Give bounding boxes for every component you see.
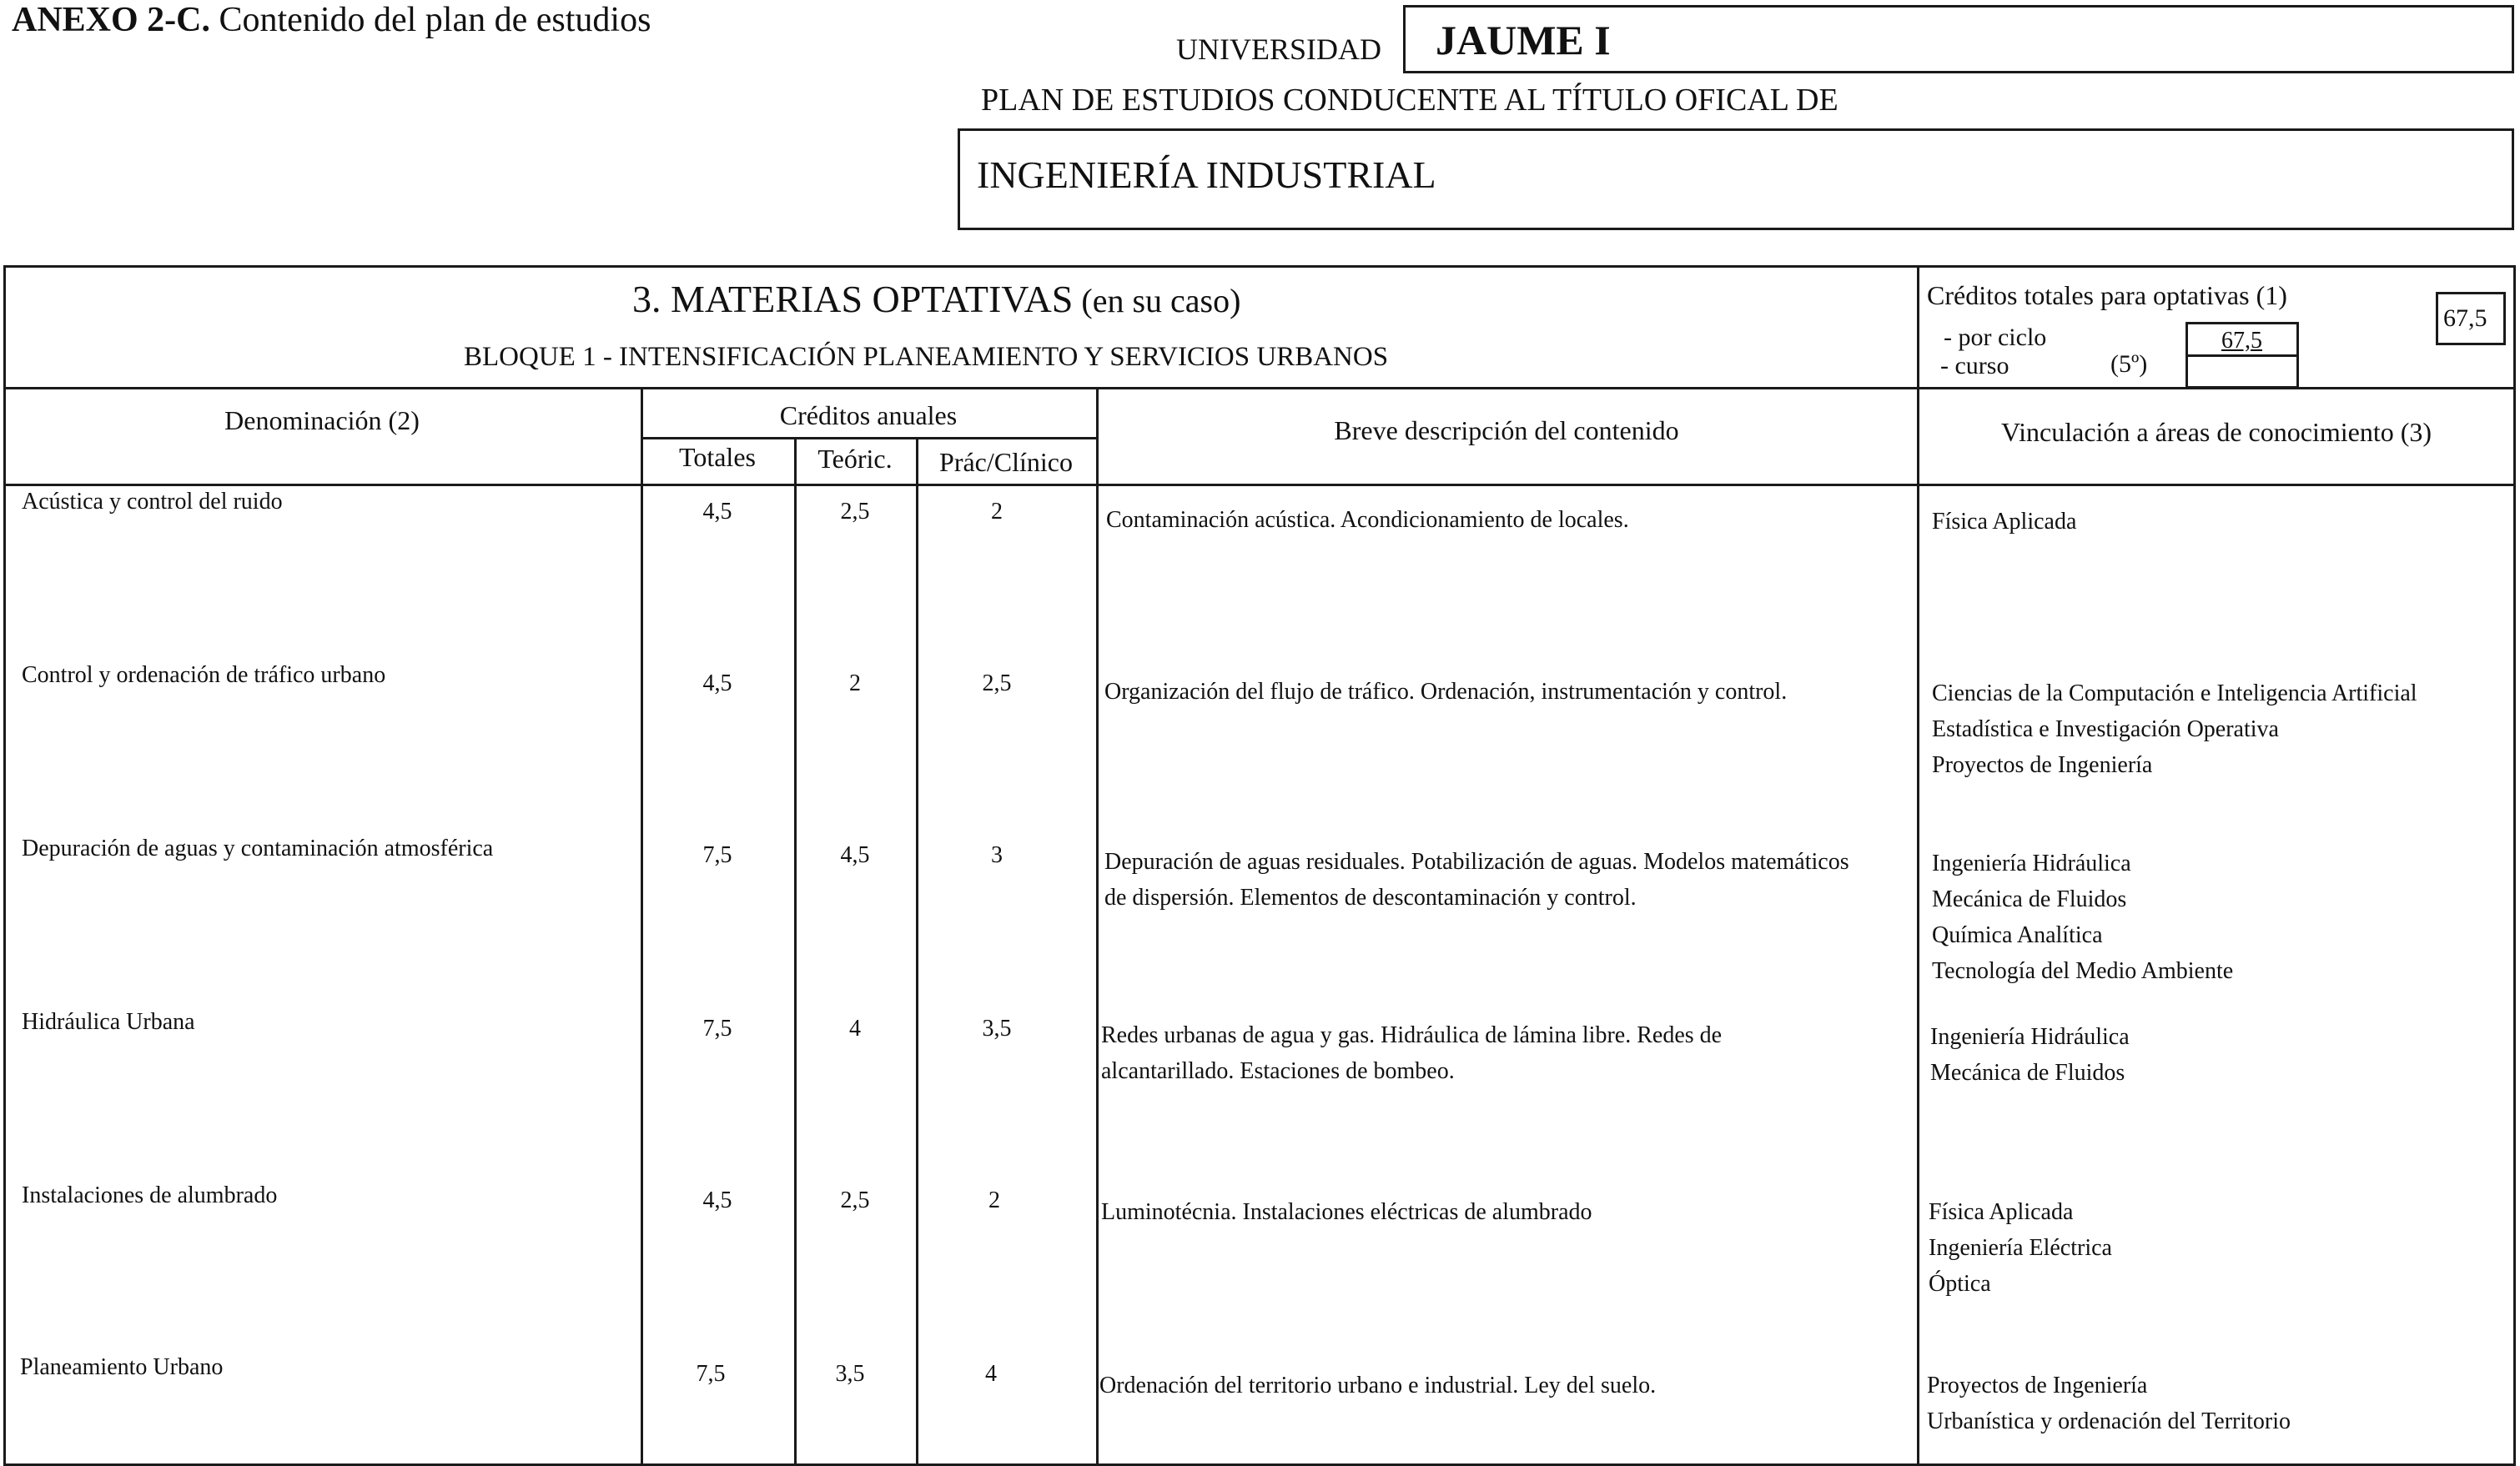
- degree-title: INGENIERÍA INDUSTRIAL: [977, 153, 1436, 196]
- credits-totales: 4,5: [702, 670, 732, 696]
- credits-prac: 3: [991, 842, 1003, 868]
- area-item: Urbanística y ordenación del Territorio: [1927, 1408, 2291, 1434]
- description-line: de dispersión. Elementos de descontaminación y control.: [1104, 885, 1637, 911]
- credits-totales: 7,5: [696, 1361, 726, 1387]
- annex-number: ANEXO 2-C.: [12, 1, 210, 39]
- header-descripcion: Breve descripción del contenido: [1334, 415, 1679, 445]
- annex-heading: [12, 0, 651, 40]
- area-item: Óptica: [1929, 1271, 1991, 1297]
- area-item: Proyectos de Ingeniería: [1932, 752, 2153, 778]
- credits-prac: 2: [991, 499, 1003, 525]
- section-title-sub: (en su caso): [1073, 282, 1241, 319]
- description-line: Luminotécnia. Instalaciones eléctricas de alumbrado: [1101, 1199, 1592, 1225]
- annex-title: Contenido del plan de estudios: [210, 1, 651, 39]
- credits-teoric: 4,5: [840, 842, 870, 868]
- knowledge-areas: [1932, 675, 2417, 783]
- description-line: alcantarillado. Estaciones de bombeo.: [1101, 1058, 1455, 1084]
- subject-description: [1104, 844, 1849, 916]
- area-item: Física Aplicada: [1929, 1199, 2074, 1225]
- header-teoric: Teóric.: [817, 444, 893, 474]
- subject-description: [1099, 1368, 1656, 1403]
- subject-name: Instalaciones de alumbrado: [22, 1182, 278, 1208]
- credits-totales: 7,5: [702, 842, 732, 868]
- description-line: Depuración de aguas residuales. Potabilización de aguas. Modelos matemáticos: [1104, 849, 1849, 875]
- knowledge-areas: [1932, 504, 2076, 540]
- area-item: Mecánica de Fluidos: [1932, 886, 2127, 912]
- subject-name: Planeamiento Urbano: [20, 1354, 224, 1380]
- description-line: Contaminación acústica. Acondicionamiento de locales.: [1106, 507, 1629, 533]
- knowledge-areas: [1929, 1194, 2112, 1302]
- subject-description: [1106, 502, 1629, 538]
- credits-prac: 2,5: [982, 670, 1012, 696]
- description-line: Ordenación del territorio urbano e industrial. Ley del suelo.: [1099, 1373, 1657, 1398]
- section-title: [632, 277, 1240, 321]
- title-bottom-line: [3, 387, 2516, 389]
- credits-totales: 4,5: [702, 1187, 732, 1213]
- header-bottom-line: [3, 484, 2516, 486]
- credits-teoric: 2,5: [840, 499, 870, 525]
- credits-teoric: 3,5: [835, 1361, 865, 1387]
- curso-label: - curso: [1940, 352, 2009, 379]
- area-item: Mecánica de Fluidos: [1930, 1060, 2125, 1086]
- header-denominacion: Denominación (2): [224, 405, 420, 435]
- knowledge-areas: [1932, 846, 2233, 989]
- credits-total-box: [2436, 292, 2506, 345]
- credits-totales: 7,5: [702, 1016, 732, 1042]
- subject-description: [1101, 1017, 1722, 1089]
- area-item: Física Aplicada: [1932, 509, 2077, 535]
- description-line: Organización del flujo de tráfico. Ordenación, instrumentación y control.: [1104, 679, 1788, 705]
- credits-prac: 2: [988, 1187, 1000, 1213]
- subject-name: Hidráulica Urbana: [22, 1009, 195, 1035]
- credits-teoric: 2: [849, 670, 861, 696]
- knowledge-areas: [1930, 1019, 2130, 1091]
- subject-description: [1101, 1194, 1592, 1230]
- subject-name: Depuración de aguas y contaminación atmosférica: [22, 836, 494, 861]
- col-divider-2: [794, 437, 797, 1466]
- credits-teoric: 2,5: [840, 1187, 870, 1213]
- credits-total-value: 67,5: [2443, 304, 2487, 332]
- credits-header-line: [641, 437, 1096, 439]
- knowledge-areas: [1927, 1368, 2291, 1439]
- description-line: Redes urbanas de agua y gas. Hidráulica de lámina libre. Redes de: [1101, 1022, 1723, 1048]
- university-label: UNIVERSIDAD: [1176, 33, 1381, 66]
- credits-teoric: 4: [849, 1016, 861, 1042]
- header-creditos: Créditos anuales: [779, 400, 958, 430]
- ciclo-curso-box: [2186, 322, 2299, 389]
- area-item: Ciencias de la Computación e Inteligencia Artificial: [1932, 680, 2417, 706]
- area-item: Tecnología del Medio Ambiente: [1932, 958, 2234, 984]
- area-item: Química Analítica: [1932, 922, 2103, 948]
- area-item: Ingeniería Hidráulica: [1932, 851, 2131, 876]
- credits-totales: 4,5: [702, 499, 732, 525]
- section-title-main: 3. MATERIAS OPTATIVAS: [632, 278, 1074, 320]
- block-title: BLOQUE 1 - INTENSIFICACIÓN PLANEAMIENTO Y SERVICIOS URBANOS: [464, 342, 1389, 372]
- plan-label: PLAN DE ESTUDIOS CONDUCENTE AL TÍTULO OFICAL DE: [981, 83, 1838, 118]
- credits-title: Créditos totales para optativas (1): [1927, 280, 2287, 310]
- area-item: Ingeniería Hidráulica: [1930, 1024, 2130, 1050]
- curso-value: (5º): [2110, 350, 2148, 378]
- ciclo-curso-divider: [2188, 354, 2296, 357]
- col-divider-1: [641, 387, 643, 1466]
- area-item: Proyectos de Ingeniería: [1927, 1373, 2148, 1398]
- area-item: Ingeniería Eléctrica: [1929, 1235, 2112, 1261]
- subject-name: Control y ordenación de tráfico urbano: [22, 662, 386, 688]
- subject-name: Acústica y control del ruido: [22, 489, 283, 515]
- por-ciclo-label: - por ciclo: [1944, 324, 2047, 351]
- por-ciclo-value: 67,5: [2221, 328, 2262, 354]
- degree-box: [958, 128, 2514, 230]
- header-vinculacion: Vinculación a áreas de conocimiento (3): [2000, 417, 2432, 447]
- header-totales: Totales: [679, 442, 756, 472]
- credits-prac: 4: [985, 1361, 997, 1387]
- university-name: JAUME I: [1436, 17, 1611, 63]
- col-divider-4: [1096, 387, 1099, 1466]
- area-item: Estadística e Investigación Operativa: [1932, 716, 2279, 742]
- university-box: [1403, 5, 2514, 73]
- credits-prac: 3,5: [982, 1016, 1012, 1042]
- col-divider-3: [916, 437, 918, 1466]
- subject-description: [1104, 674, 1787, 710]
- header-prac: Prác/Clínico: [939, 447, 1073, 477]
